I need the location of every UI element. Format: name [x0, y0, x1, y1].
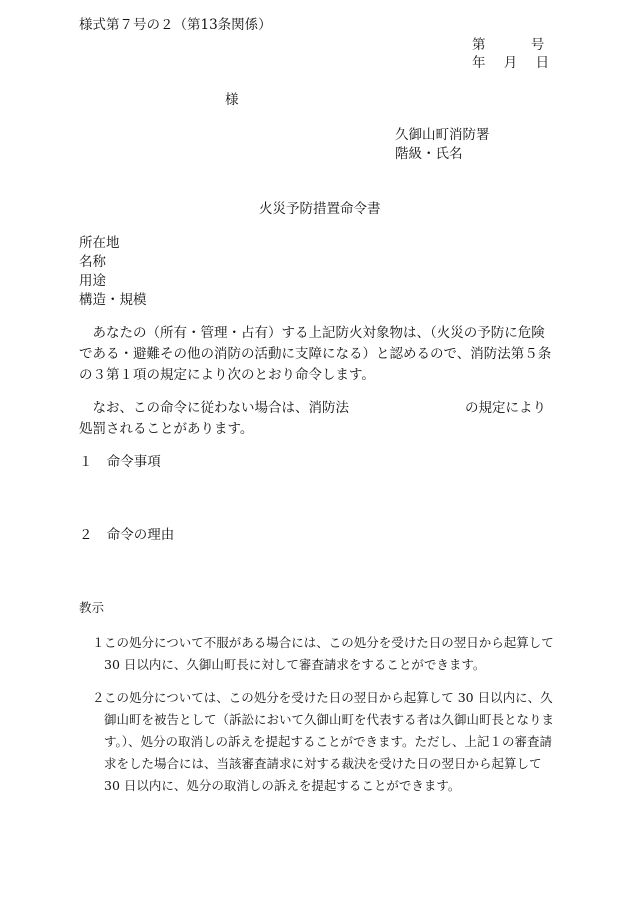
notice-item-2-text: この処分については、この処分を受けた日の翌日から起算して 30 日以内に、久御山町を被告として（訴訟において久御山町を代表する者は久御山町長となります。）、処分の取消しの訴えを提起することができます。ただし、上記１の審査請求をした場合には、当該審査請求に対する裁決を受けた日の翌日から起算して 30 日以内に、処分の取消しの訴えを提起することができます。 [104, 690, 555, 793]
document-number-suffix: 号 [530, 37, 545, 53]
field-use: 用途 [79, 273, 106, 289]
section-order-reason-label: 命令の理由 [106, 527, 175, 543]
notice-item-1-number: １ [92, 635, 105, 650]
document-number-line [472, 36, 544, 54]
section-order-items-label: 命令事項 [106, 454, 161, 470]
notice-heading: 教示 [79, 600, 105, 615]
penalty-text-before: なお、この命令に従わない場合は、消防法 [92, 400, 349, 416]
field-structure-scale: 構造・規模 [79, 292, 147, 308]
date-year: 年 [472, 55, 486, 71]
notice-item-2 [92, 687, 558, 797]
notice-item-2-number: ２ [92, 690, 105, 705]
issuer-office: 久御山町消防署 [395, 127, 490, 143]
addressee-suffix: 様 [225, 92, 239, 108]
section-order-reason [79, 526, 174, 544]
document-title: 火災予防措置命令書 [259, 201, 381, 217]
section-order-reason-number: ２ [79, 527, 93, 543]
field-location: 所在地 [79, 235, 120, 251]
penalty-paragraph [79, 398, 557, 440]
order-paragraph: あなたの（所有・管理・占有）する上記防火対象物は、（火災の予防に危険である・避難その他の消防の活動に支障になる）と認めるので、消防法第５条の３第１項の規定により次のとおり命令します。 [79, 325, 552, 383]
document-number-prefix: 第 [472, 37, 486, 53]
target-fields [79, 234, 147, 310]
field-name: 名称 [79, 254, 106, 270]
notice-item-1-text: この処分について不服がある場合には、この処分を受けた日の翌日から起算して 30 日以内に、久御山町長に対して審査請求をすることができます。 [104, 635, 554, 672]
section-order-items-number: １ [79, 454, 93, 470]
issuer-rank-name: 階級・氏名 [395, 146, 463, 162]
date-month: 月 [503, 55, 518, 71]
date-line [472, 54, 549, 72]
penalty-text-after: の規定により処罰されることがあります。 [79, 400, 546, 437]
notice-item-1 [92, 632, 558, 676]
section-order-items [79, 453, 161, 471]
date-day: 日 [535, 55, 550, 71]
form-number: 様式第７号の２（第13条関係） [79, 17, 272, 33]
